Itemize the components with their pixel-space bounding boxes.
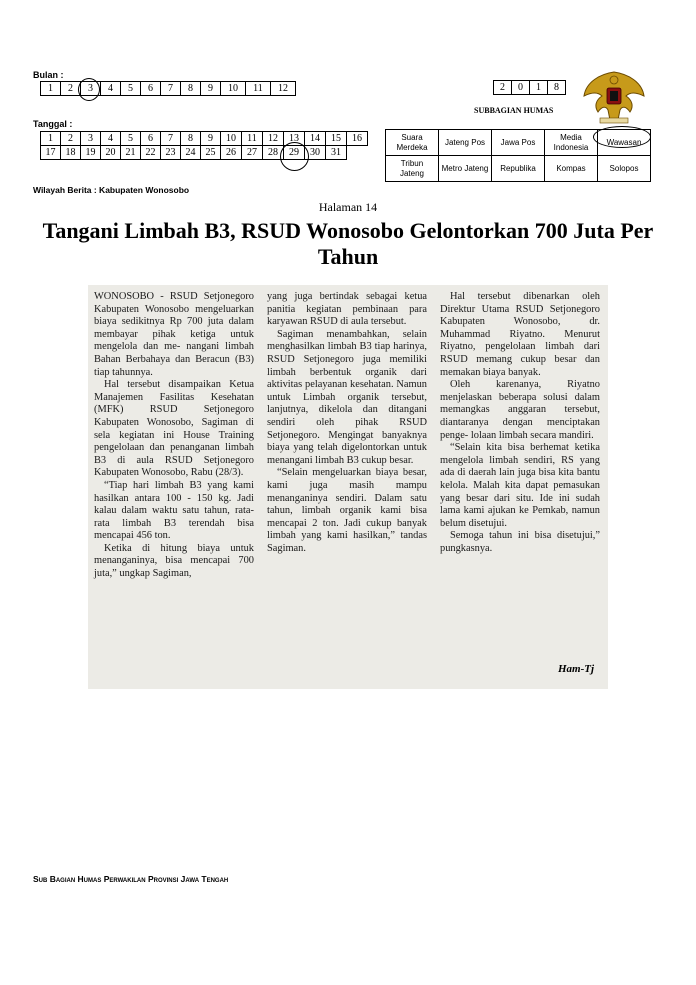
media-selected-circle [593,126,651,148]
article-paragraph: Sagiman menambahkan, selain menghasilkan limbah B3 tiap harinya, RSUD Setjonegoro juga memiliki limbah berbentuk organik dari aktivitas pelayanan kesehatan. Namun untuk Limbah organik tersebut, lanjutnya, dikelola dan ditangani sendiri oleh pihak RSUD Setjonegoro. Mengingat banyaknya biaya yang telah digelontorkan untuk menangani limbah B3 cukup besar. [267,328,427,466]
grid-cell: 31 [326,146,347,160]
article-paragraph: “Selain mengeluarkan biaya besar, kami juga masih mampu menanganinya sendiri. Dalam satu tahun, limbah organik kami bisa mencapai 2 ton. Jadi cukup banyak limbah yang kami hasilkan,” tandas Sagiman. [267,467,427,554]
media-cell: Solopos [598,156,651,182]
article-paragraph: Hal tersebut disampaikan Ketua Manajemen Fasilitas Kesehatan (MFK) RSUD Setjonegoro Kabupaten Wonosobo, Sagiman di sela kegiatan ini House Training pengelolaan dan penanganan limbah B3 di aula RSUD Setjonegoro Kabupaten Wonosobo, Rabu (28/3). [94,379,254,479]
article-column-2 [267,291,427,555]
media-cell: Wawasan [598,130,651,156]
grid-cell: 26 [221,146,242,160]
grid-cell: 7 [161,132,181,146]
media-cell: Suara Merdeka [386,130,439,156]
bulan-label: Bulan : [33,70,64,80]
news-clipping [88,285,608,689]
grid-cell: 11 [246,82,271,96]
grid-cell: 9 [201,82,221,96]
year-grid [493,80,566,95]
grid-cell: 0 [512,81,530,95]
grid-cell: 4 [101,82,121,96]
grid-cell: 5 [121,82,141,96]
grid-cell: 13 [284,132,305,146]
article-column-1 [94,291,254,581]
media-cell: Media Indonesia [545,130,598,156]
grid-cell: 12 [271,82,296,96]
grid-cell: 5 [121,132,141,146]
article-paragraph: “Selain kita bisa berhemat ketika mengelola limbah sendiri, RS yang ada di daerah lain juga bisa kita bantu kelola. Malah kita dapat pemasukan yang besar dari situ. Ide ini sudah lama kami ajukan ke Pemkab, namun belum disetujui. [440,442,600,529]
grid-cell: 19 [81,146,101,160]
media-cell: Metro Jateng [439,156,492,182]
grid-cell: 6 [141,132,161,146]
footer-text: Sub Bagian Humas Perwakilan Provinsi Jawa Tengah [33,874,229,884]
article-paragraph: yang juga bertindak sebagai ketua panitia kegiatan pembinaan para karyawan RSUD di aula tersebut. [267,291,427,328]
article-paragraph: “Tiap hari limbah B3 yang kami hasilkan antara 100 - 150 kg. Jadi kalau dalam waktu satu tahun, rata-rata limbah B3 terendah bisa mencapai 456 ton. [94,479,254,542]
article-paragraph: Ketika di hitung biaya untuk menanganinya, bisa mencapai 700 juta,” ungkap Sagiman, [94,542,254,580]
grid-cell: 29 [284,146,305,160]
grid-cell: 7 [161,82,181,96]
article-column-3 [440,291,600,555]
grid-cell: 2 [61,132,81,146]
wilayah-berita: Wilayah Berita : Kabupaten Wonosobo [33,185,190,195]
grid-cell: 22 [141,146,161,160]
grid-cell: 24 [181,146,201,160]
grid-cell: 1 [530,81,548,95]
grid-cell: 17 [41,146,61,160]
grid-cell: 18 [61,146,81,160]
grid-cell: 10 [221,82,246,96]
media-cell: Jateng Pos [439,130,492,156]
grid-cell: 8 [181,132,201,146]
grid-cell: 11 [242,132,263,146]
garuda-emblem-svg [580,66,648,128]
grid-cell: 2 [61,82,81,96]
article-paragraph: Semoga tahun ini bisa disetujui,” pungkasnya. [440,530,600,554]
grid-cell: 20 [101,146,121,160]
grid-cell: 4 [101,132,121,146]
garuda-emblem [580,66,648,128]
media-cell: Jawa Pos [492,130,545,156]
grid-cell: 10 [221,132,242,146]
grid-cell: 12 [263,132,284,146]
grid-cell: 14 [305,132,326,146]
grid-cell: 6 [141,82,161,96]
grid-cell: 1 [41,132,61,146]
grid-cell: 23 [161,146,181,160]
article-paragraph: WONOSOBO - RSUD Setjonegoro Kabupaten Wonosobo mengeluarkan biaya sedikitnya Rp 700 juta dalam membayar pihak ketiga untuk mengelola dan me- nangani limbah Bahan Berbahaya dan Beracun (B3) tiap tahunnya. [94,291,254,378]
media-cell: Tribun Jateng [386,156,439,182]
article-paragraph: Hal tersebut dibenarkan oleh Direktur Utama RSUD Setjonegoro Kabupaten Wonosobo, dr. Muhammad Riyatno. Menurut Riyatno, pengelolaan limbah dari RSUD memang cukup besar dan memakan biaya banyak. [440,291,600,378]
grid-cell: 3 [81,82,101,96]
grid-cell: 8 [548,81,566,95]
grid-cell: 27 [242,146,263,160]
org-name: SUBBAGIAN HUMAS [474,106,554,115]
grid-cell: 3 [81,132,101,146]
halaman: Halaman 14 [318,200,378,214]
grid-cell: 30 [305,146,326,160]
grid-cell: 1 [41,82,61,96]
bulan-selected-circle [78,78,100,101]
tanggal-label: Tanggal : [33,119,73,129]
article-paragraph: Oleh karenanya, Riyatno menjelaskan beberapa solusi dalam memangkas anggaran tersebut, diantaranya dengan menciptakan penge- lolaan limbah secara mandiri. [440,379,600,441]
grid-cell: 9 [201,132,221,146]
grid-cell: 2 [494,81,512,95]
media-cell: Republika [492,156,545,182]
grid-cell: 21 [121,146,141,160]
media-cell: Kompas [545,156,598,182]
grid-cell: 8 [181,82,201,96]
grid-cell: 25 [201,146,221,160]
grid-cell: 16 [347,132,368,146]
headline: Tangani Limbah B3, RSUD Wonosobo Gelontorkan 700 Juta Per Tahun [42,218,654,269]
grid-cell: 28 [263,146,284,160]
grid-cell: 15 [326,132,347,146]
article-author: Ham-Tj [558,663,595,675]
tanggal-selected-circle [280,142,309,171]
tanggal-grid [40,131,368,160]
